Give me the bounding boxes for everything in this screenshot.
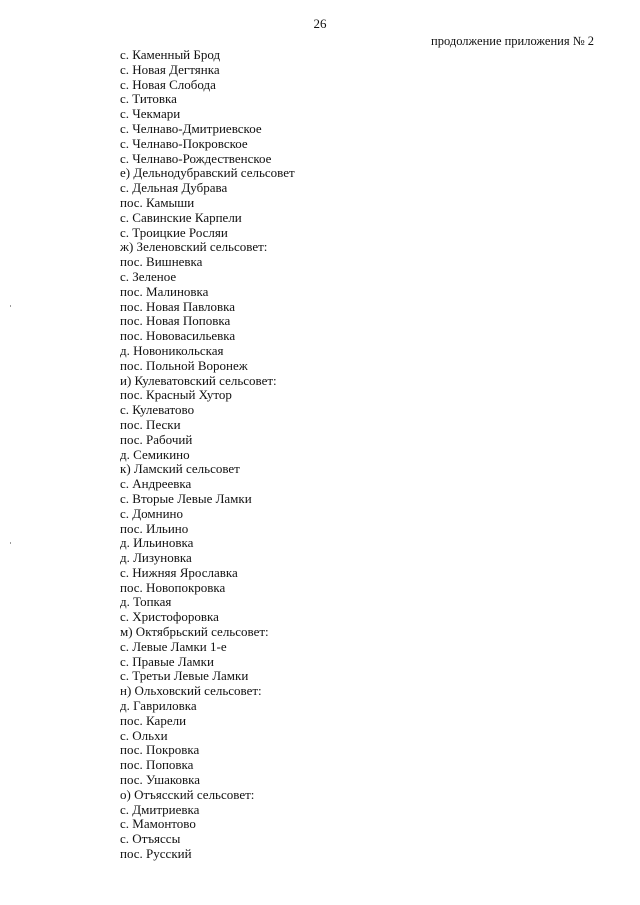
settlement-item: с. Челнаво-Рождественское bbox=[120, 150, 272, 166]
settlement-item: с. Андреевка bbox=[120, 476, 192, 492]
settlement-item: с. Правые Ламки bbox=[120, 653, 214, 669]
council-heading: ж) Зеленовский сельсовет: bbox=[120, 239, 268, 255]
settlement-item: с. Титовка bbox=[120, 91, 177, 107]
settlement-item: пос. Новая Поповка bbox=[120, 313, 231, 329]
settlement-item: пос. Ушаковка bbox=[120, 772, 201, 788]
settlement-item: с. Дмитриевка bbox=[120, 801, 200, 817]
settlement-item: пос. Покровка bbox=[120, 742, 200, 758]
settlement-item: с. Новая Дегтянка bbox=[120, 61, 220, 77]
council-heading: е) Дельнодубравский сельсовет bbox=[120, 165, 295, 181]
settlement-item: с. Ольхи bbox=[120, 727, 168, 743]
settlement-item: с. Вторые Левые Ламки bbox=[120, 490, 252, 506]
settlement-item: пос. Русский bbox=[120, 846, 192, 862]
settlement-item: с. Каменный Брод bbox=[120, 47, 221, 62]
council-heading: о) Отъясский сельсовет: bbox=[120, 786, 255, 802]
settlement-item: пос. Карели bbox=[120, 712, 187, 728]
settlement-item: д. Новоникольская bbox=[120, 342, 224, 358]
council-heading: и) Кулеватовский сельсовет: bbox=[120, 372, 277, 388]
settlement-item: с. Троицкие Росляи bbox=[120, 224, 228, 240]
settlement-item: с. Савинские Карпели bbox=[120, 209, 242, 225]
settlement-item: пос. Новопокровка bbox=[120, 579, 226, 595]
settlement-item: пос. Пески bbox=[120, 416, 181, 432]
settlement-item: с. Зеленое bbox=[120, 268, 177, 284]
settlement-item: д. Ильиновка bbox=[120, 535, 194, 551]
scan-speck bbox=[10, 542, 11, 544]
settlement-item: с. Новая Слобода bbox=[120, 76, 216, 92]
continuation-note: продолжение приложения № 2 bbox=[431, 34, 594, 48]
settlement-item: пос. Польной Воронеж bbox=[120, 357, 248, 373]
settlement-list bbox=[120, 48, 295, 862]
settlement-item: пос. Поповка bbox=[120, 757, 194, 773]
council-heading: к) Ламский сельсовет bbox=[120, 461, 240, 477]
settlement-item: с. Мамонтово bbox=[120, 816, 196, 832]
settlement-item: с. Отъяссы bbox=[120, 831, 181, 847]
settlement-item: д. Семикино bbox=[120, 446, 190, 462]
settlement-item: пос. Красный Хутор bbox=[120, 387, 232, 403]
settlement-item: с. Челнаво-Покровское bbox=[120, 135, 248, 151]
settlement-item: д. Гавриловка bbox=[120, 698, 197, 714]
settlement-item: с. Христофоровка bbox=[120, 609, 219, 625]
settlement-item: пос. Нововасильевка bbox=[120, 328, 236, 344]
settlement-item: пос. Камыши bbox=[120, 194, 195, 210]
settlement-item: с. Челнаво-Дмитриевское bbox=[120, 120, 262, 136]
settlement-item: с. Кулеватово bbox=[120, 402, 195, 418]
settlement-item: д. Лизуновка bbox=[120, 550, 192, 566]
council-heading: м) Октябрьский сельсовет: bbox=[120, 624, 269, 640]
settlement-item: пос. Новая Павловка bbox=[120, 298, 236, 314]
council-heading: н) Ольховский сельсовет: bbox=[120, 683, 262, 699]
settlement-item: с. Домнино bbox=[120, 505, 183, 521]
page-number: 26 bbox=[313, 16, 327, 31]
settlement-item: пос. Ильино bbox=[120, 520, 189, 536]
settlement-item: с. Третьи Левые Ламки bbox=[120, 668, 249, 684]
settlement-item: пос. Вишневка bbox=[120, 254, 203, 270]
scan-speck bbox=[10, 305, 11, 307]
settlement-item: с. Нижняя Ярославка bbox=[120, 564, 238, 580]
settlement-item: пос. Рабочий bbox=[120, 431, 193, 447]
settlement-item: д. Топкая bbox=[120, 594, 172, 610]
settlement-item: с. Чекмари bbox=[120, 106, 181, 122]
settlement-item: пос. Малиновка bbox=[120, 283, 209, 299]
settlement-item: с. Левые Ламки 1-е bbox=[120, 638, 227, 654]
settlement-item: с. Дельная Дубрава bbox=[120, 180, 228, 196]
